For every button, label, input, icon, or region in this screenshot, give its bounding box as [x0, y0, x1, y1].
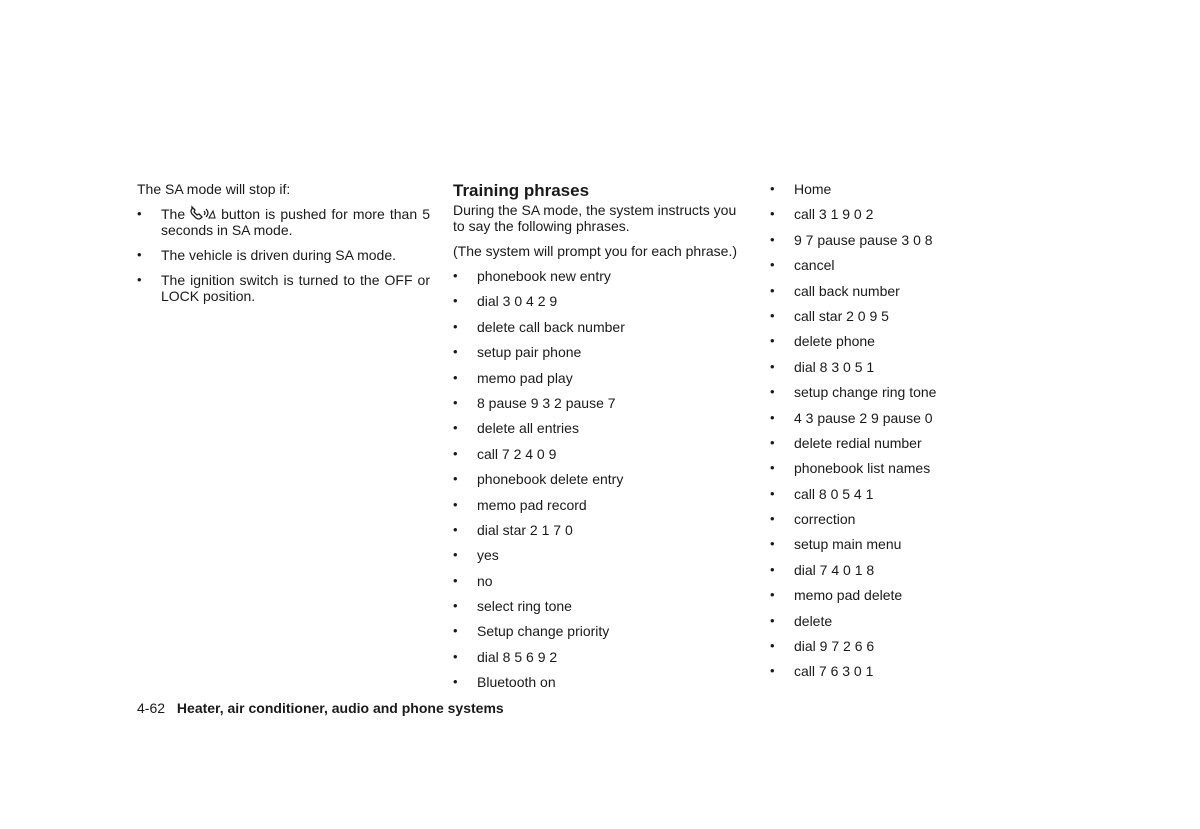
list-item: • phonebook list names — [770, 460, 1070, 476]
list-item: • dial star 2 1 7 0 — [453, 522, 748, 538]
list-item: • call 8 0 5 4 1 — [770, 486, 1070, 502]
list-item: • call back number — [770, 283, 1070, 299]
list-item: • correction — [770, 511, 1070, 527]
list-item: • call 7 2 4 0 9 — [453, 446, 748, 462]
list-item — [137, 206, 430, 238]
list-item: • phonebook delete entry — [453, 471, 748, 487]
list-item: • setup main menu — [770, 536, 1070, 552]
list-item: • call 3 1 9 0 2 — [770, 206, 1070, 222]
stop-conditions-list — [137, 206, 430, 304]
list-item: • dial 9 7 2 6 6 — [770, 638, 1070, 654]
phrase-list-2 — [770, 181, 1070, 679]
section-title: Heater, air conditioner, audio and phone systems — [176, 700, 504, 716]
list-item: • memo pad play — [453, 370, 748, 386]
phrase-list-1 — [453, 268, 748, 690]
list-item: • memo pad delete — [770, 587, 1070, 603]
list-item: • 9 7 pause pause 3 0 8 — [770, 232, 1070, 248]
list-item: • no — [453, 573, 748, 589]
list-item: • memo pad record — [453, 497, 748, 513]
phone-talk-icon — [189, 205, 217, 221]
list-item: • call 7 6 3 0 1 — [770, 663, 1070, 679]
list-item: • yes — [453, 547, 748, 563]
list-item: • setup change ring tone — [770, 384, 1070, 400]
list-item: • delete phone — [770, 333, 1070, 349]
list-item: • phonebook new entry — [453, 268, 748, 284]
list-item: • The ignition switch is turned to the OFF or LOCK position. — [137, 272, 430, 304]
training-phrases-column — [453, 180, 748, 700]
section-heading: Training phrases — [453, 181, 590, 200]
list-item: • dial 7 4 0 1 8 — [770, 562, 1070, 578]
list-item: • setup pair phone — [453, 344, 748, 360]
list-item: • Home — [770, 181, 1070, 197]
list-item: • delete all entries — [453, 420, 748, 436]
instruction-paragraph: During the SA mode, the system instructs you to say the following phrases. — [453, 202, 737, 234]
page-number: 4-62 — [137, 700, 166, 716]
list-item: • call star 2 0 9 5 — [770, 308, 1070, 324]
list-item: • cancel — [770, 257, 1070, 273]
phrases-column-continued — [770, 180, 1070, 689]
list-item: • Setup change priority — [453, 623, 748, 639]
list-item: • 8 pause 9 3 2 pause 7 — [453, 395, 748, 411]
list-item: • dial 8 5 6 9 2 — [453, 649, 748, 665]
list-item: • dial 3 0 4 2 9 — [453, 293, 748, 309]
bullet-text: The — [161, 206, 186, 222]
list-item: • Bluetooth on — [453, 674, 748, 690]
stop-conditions-column — [137, 180, 430, 313]
list-item: • delete call back number — [453, 319, 748, 335]
stop-conditions-intro: The SA mode will stop if: — [137, 181, 291, 197]
list-item: • delete redial number — [770, 435, 1070, 451]
prompt-note: (The system will prompt you for each phrase.) — [453, 243, 737, 259]
list-item: • select ring tone — [453, 598, 748, 614]
list-item: • 4 3 pause 2 9 pause 0 — [770, 410, 1070, 426]
list-item: • The vehicle is driven during SA mode. — [137, 247, 430, 263]
list-item: • dial 8 3 0 5 1 — [770, 359, 1070, 375]
list-item: • delete — [770, 613, 1070, 629]
page-footer — [137, 700, 504, 716]
bullet-text: button is pushed for more than 5 seconds in SA mode. — [161, 206, 430, 238]
